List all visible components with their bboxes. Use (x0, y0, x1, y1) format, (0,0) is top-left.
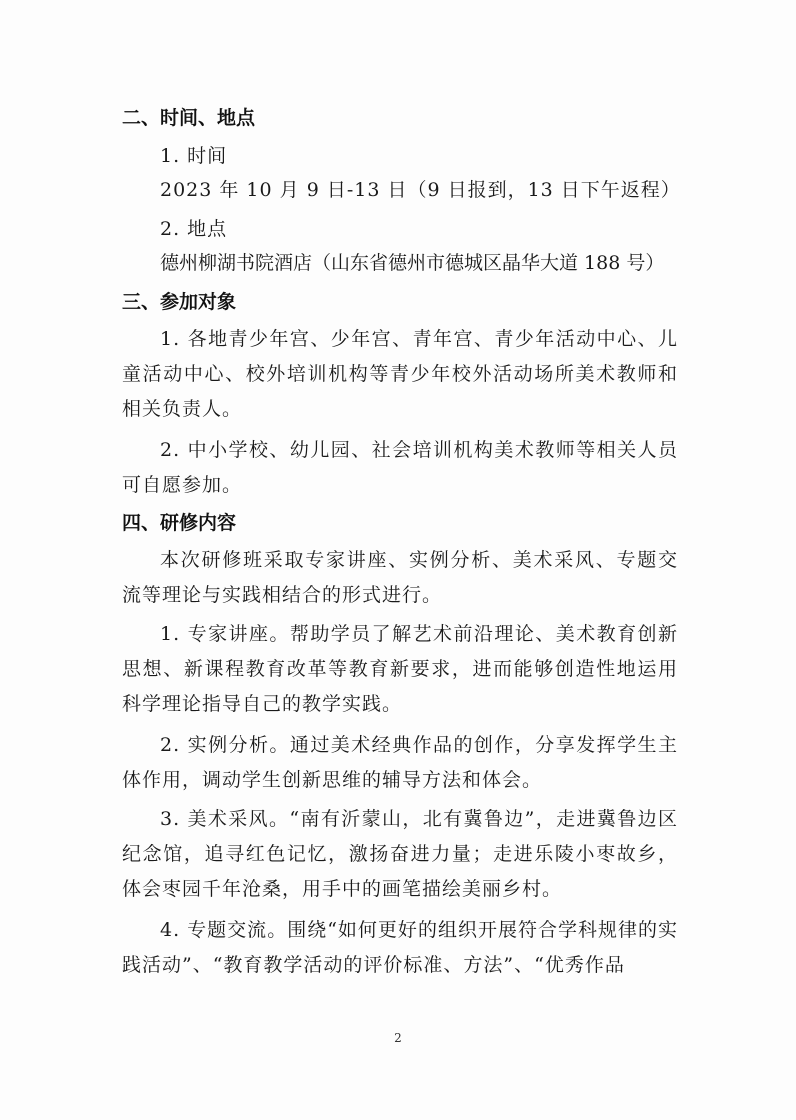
place-value: 德州柳湖书院酒店（山东省德州市德城区晶华大道 188 号） (160, 252, 665, 274)
section-heading-participants: 三、参加对象 (122, 291, 237, 313)
content-intro: 本次研修班采取专家讲座、实例分析、美术采风、专题交流等理论与实践相结合的形式进行。 (122, 549, 678, 606)
time-label: 1. 时间 (160, 145, 228, 167)
place-label: 2. 地点 (160, 218, 228, 240)
content-item-2: 2. 实例分析。通过美术经典作品的创作，分享发挥学生主体作用，调动学生创新思维的辅导方法和体会。 (122, 734, 678, 791)
content-item-3: 3. 美术采风。“南有沂蒙山，北有冀鲁边”，走进冀鲁边区纪念馆，追寻红色记忆，激扬奋进力量；走进乐陵小枣故乡，体会枣园千年沧桑，用手中的画笔描绘美丽乡村。 (122, 808, 678, 900)
section-heading-time-place: 二、时间、地点 (122, 107, 256, 129)
participants-item-1: 1. 各地青少年宫、少年宫、青年宫、青少年活动中心、儿童活动中心、校外培训机构等青少年校外活动场所美术教师和相关负责人。 (122, 328, 678, 420)
section-heading-content: 四、研修内容 (122, 512, 237, 534)
participants-item-2: 2. 中小学校、幼儿园、社会培训机构美术教师等相关人员可自愿参加。 (122, 439, 678, 496)
content-item-4: 4. 专题交流。围绕“如何更好的组织开展符合学科规律的实践活动”、“教育教学活动的评价标准、方法”、“优秀作品 (122, 919, 678, 976)
time-value: 2023 年 10 月 9 日-13 日（9 日报到，13 日下午返程） (160, 179, 681, 201)
page-number: 2 (394, 1031, 402, 1045)
content-item-1: 1. 专家讲座。帮助学员了解艺术前沿理论、美术教育创新思想、新课程教育改革等教育新要求，进而能够创造性地运用科学理论指导自己的教学实践。 (122, 623, 678, 715)
